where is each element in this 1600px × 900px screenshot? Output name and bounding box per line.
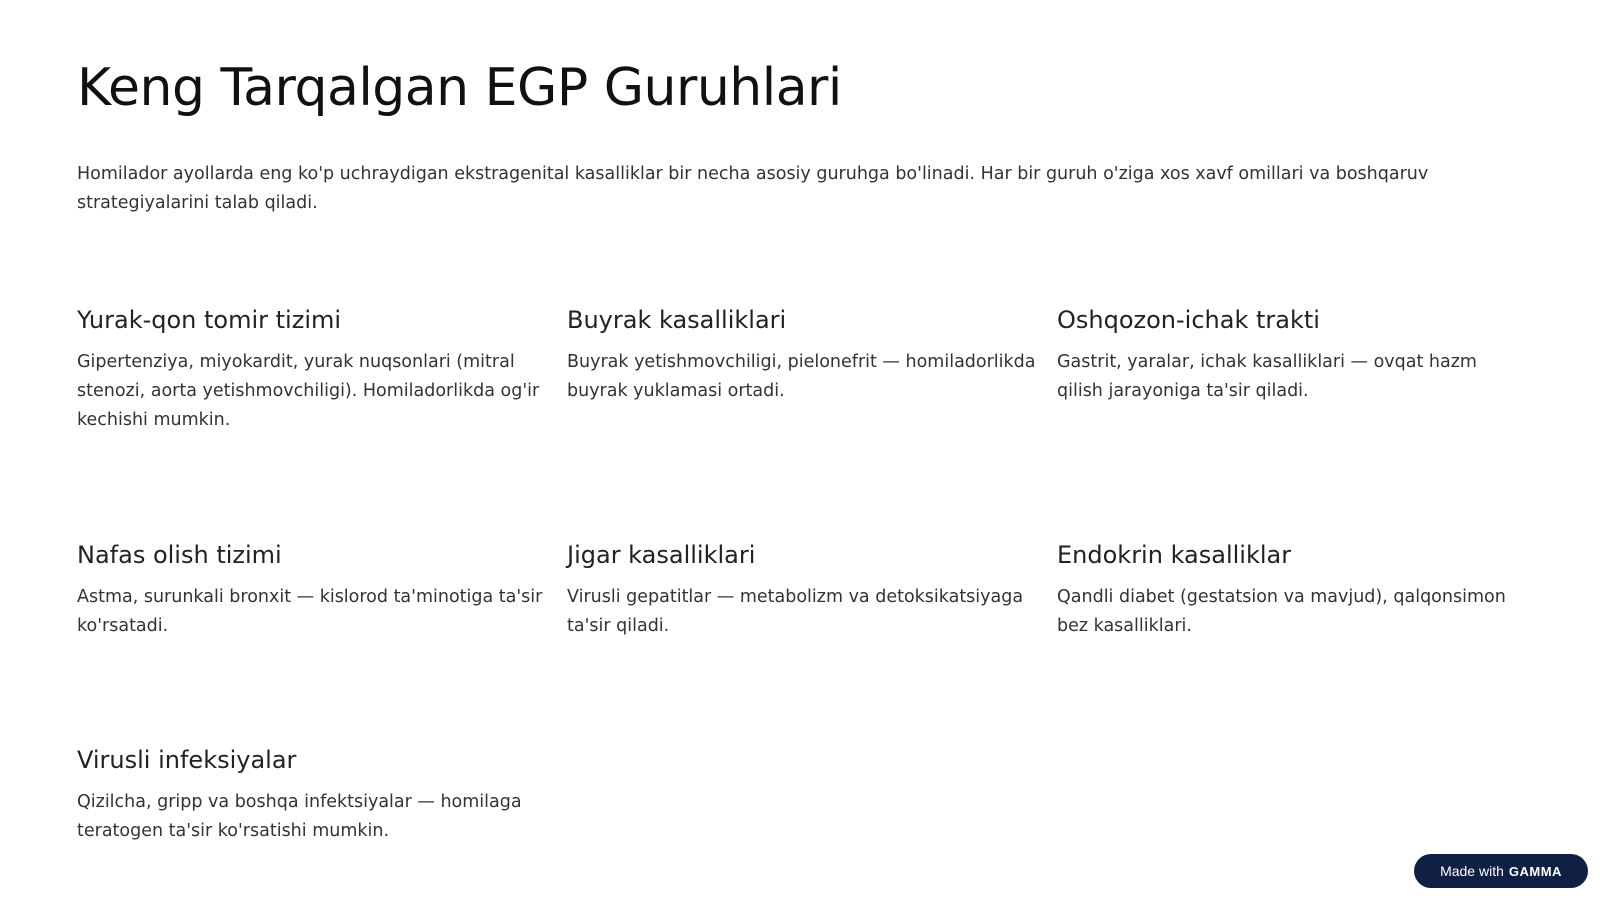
group-card-gastrointestinal <box>1057 302 1527 406</box>
intro-paragraph: Homilador ayollarda eng ko'p uchraydigan ekstragenital kasalliklar bir necha asosiy guruhga bo'linadi. Har bir guruh o'ziga xos xavf omillari va boshqaruv strategiyalarini talab qiladi. <box>77 164 1429 213</box>
group-title: Jigar kasalliklari <box>567 541 756 569</box>
group-title: Virusli infeksiyalar <box>77 746 297 774</box>
page-title: Keng Tarqalgan EGP Guruhlari <box>77 58 842 118</box>
made-with-gamma-badge[interactable] <box>1414 854 1588 888</box>
group-description: Qandli diabet (gestatsion va mavjud), qalqonsimon bez kasalliklari. <box>1057 587 1506 636</box>
group-card-kidney <box>567 302 1037 406</box>
group-description: Gastrit, yaralar, ichak kasalliklari — ovqat hazm qilish jarayoniga ta'sir qiladi. <box>1057 352 1477 401</box>
group-description: Gipertenziya, miyokardit, yurak nuqsonlari (mitral stenozi, aorta yetishmovchiligi). Homiladorlikda og'ir kechishi mumkin. <box>77 352 540 430</box>
group-description: Qizilcha, gripp va boshqa infektsiyalar — homilaga teratogen ta'sir ko'rsatishi mumkin. <box>77 792 522 841</box>
group-description: Buyrak yetishmovchiligi, pielonefrit — homiladorlikda buyrak yuklamasi ortadi. <box>567 352 1036 401</box>
group-card-cardiovascular <box>77 302 547 435</box>
group-title: Nafas olish tizimi <box>77 541 282 569</box>
group-description: Virusli gepatitlar — metabolizm va detoksikatsiyaga ta'sir qiladi. <box>567 587 1024 636</box>
group-description: Astma, surunkali bronxit — kislorod ta'minotiga ta'sir ko'rsatadi. <box>77 587 543 636</box>
gamma-logo: GAMMA <box>1508 863 1562 879</box>
group-card-endocrine <box>1057 537 1527 641</box>
group-card-respiratory <box>77 537 547 641</box>
group-title: Yurak-qon tomir tizimi <box>77 306 342 334</box>
group-title: Oshqozon-ichak trakti <box>1057 306 1320 334</box>
group-card-viral-infections <box>77 742 547 846</box>
badge-prefix: Made with <box>1440 863 1504 879</box>
group-card-liver <box>567 537 1037 641</box>
group-title: Buyrak kasalliklari <box>567 306 787 334</box>
group-title: Endokrin kasalliklar <box>1057 541 1292 569</box>
